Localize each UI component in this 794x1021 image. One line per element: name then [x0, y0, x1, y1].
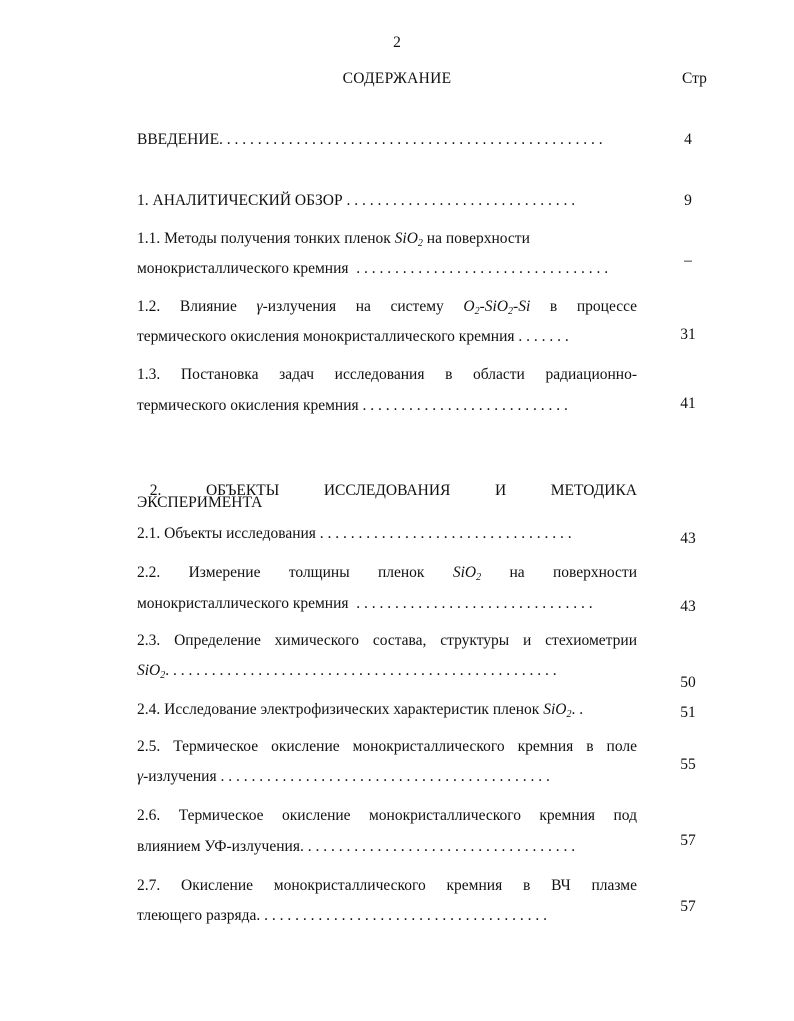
toc-entry-2-5[interactable] — [137, 738, 637, 756]
toc-entry-1-1-line2[interactable] — [137, 260, 637, 278]
page-column-header: Стр — [682, 70, 707, 87]
toc-leader-dots: . . . . . . . . . . . . . . . . . . . . . . . . . . . . . . . . . — [319, 525, 572, 542]
toc-entry-title: 2.3. Определение химического состава, структуры и стехиометрии — [137, 632, 637, 649]
toc-leader-dots: . . . . . . . — [518, 328, 569, 345]
toc-page-number: 55 — [680, 756, 696, 773]
toc-entry-2-7-line2[interactable] — [137, 907, 637, 925]
toc-entry-title: 1. АНАЛИТИЧЕСКИЙ ОБЗОР — [137, 192, 343, 209]
toc-leader-dots: . . . . . . . . . . . . . . . . . . . . . . . . . . . . . . . . . . . . . . . . . . . . . . . . . . . — [165, 662, 557, 679]
toc-entry-title: тлеющего разряда — [137, 907, 257, 924]
toc-leader-dots: . . . . . . . . . . . . . . . . . . . . . . . . . . . . . . . . . — [356, 260, 609, 277]
toc-entry-title: термического окисления монокристаллического кремния — [137, 328, 515, 345]
formula-sio2: SiO$_2$ — [543, 701, 572, 720]
toc-entry-chapter-1[interactable] — [137, 192, 637, 210]
toc-entry-title-cont: -излучения на систему — [262, 298, 444, 315]
page-number: 2 — [393, 34, 401, 51]
toc-leader-dots: . . . . . . . . . . . . . . . . . . . . . . . . . . . . . . . . . . . . . . . . . . . — [220, 768, 550, 785]
toc-entry-title: ВВЕДЕНИЕ — [137, 131, 220, 148]
toc-entry-title: 2.7. Окисление монокристаллического кремния в ВЧ плазме — [137, 877, 637, 894]
toc-entry-2-4[interactable] — [137, 701, 637, 719]
toc-entry-title: 2.5. Термическое окисление монокристаллического кремния в поле — [137, 738, 637, 755]
toc-entry-2-2[interactable] — [137, 564, 637, 582]
toc-entry-2-6[interactable] — [137, 807, 637, 825]
toc-entry-title: 2.1. Объекты исследования — [137, 525, 316, 542]
toc-entry-title: 1.3. Постановка задач исследования в области радиационно- — [137, 366, 637, 383]
toc-page-number: 31 — [680, 326, 696, 343]
toc-entry-2-3[interactable] — [137, 632, 637, 650]
toc-entry-2-5-line2[interactable] — [137, 768, 637, 786]
toc-leader-dots: . . — [571, 701, 584, 718]
toc-entry-title: 2. ОБЪЕКТЫ ИССЛЕДОВАНИЯ И МЕТОДИКА — [149, 482, 637, 499]
gamma-symbol: γ — [137, 768, 144, 785]
toc-entry-title-end: в процессе — [549, 298, 638, 315]
toc-page-number: 51 — [680, 704, 696, 721]
toc-entry-1-3[interactable] — [137, 366, 637, 384]
toc-entry-chapter-2-line2[interactable] — [137, 494, 637, 512]
toc-page-number: 57 — [680, 832, 696, 849]
toc-entry-title: 2.2. Измерение толщины пленок — [137, 564, 425, 581]
toc-entry-title: термического окисления кремния — [137, 397, 359, 414]
toc-leader-dots: . . . . . . . . . . . . . . . . . . . . . . . . . . . — [362, 397, 568, 414]
toc-entry-1-3-line2[interactable] — [137, 397, 637, 415]
toc-entry-title: 1.2. Влияние — [137, 298, 237, 315]
toc-leader-dots: . . . . . . . . . . . . . . . . . . . . . . . . . . . . . . . . . . . . . . . . . . . . . . . . . . — [219, 131, 603, 148]
formula-sio2: SiO$_2$ — [452, 564, 482, 583]
formula-sio2: SiO$_2$ — [394, 230, 423, 249]
toc-page-number: – — [684, 252, 692, 269]
toc-entry-1-2-line2[interactable] — [137, 328, 637, 346]
toc-entry-2-1[interactable] — [137, 525, 637, 543]
toc-entry-2-6-line2[interactable] — [137, 838, 637, 856]
toc-entry-title-cont: на поверхности — [509, 564, 637, 581]
toc-entry-1-1[interactable] — [137, 230, 637, 248]
toc-entry-title: монокристаллического кремния — [137, 260, 349, 277]
toc-page-number: 43 — [680, 598, 696, 615]
toc-entry-1-2[interactable] — [137, 298, 637, 316]
toc-entry-2-2-line2[interactable] — [137, 595, 637, 613]
toc-leader-dots: . . . . . . . . . . . . . . . . . . . . . . . . . . . . . . . — [356, 595, 593, 612]
toc-entry-title: монокристаллического кремния — [137, 595, 349, 612]
toc-entry-title: влиянием УФ-излучения — [137, 838, 300, 855]
gamma-symbol: γ — [256, 298, 263, 315]
toc-entry-2-3-line2[interactable] — [137, 662, 637, 680]
formula-o2-sio2-si: $O_2-SiO_2-Si$ — [463, 298, 531, 317]
toc-entry-title: ЭКСПЕРИМЕНТА — [137, 494, 263, 511]
toc-page-number: 57 — [680, 898, 696, 915]
formula-sio2: SiO$_2$ — [137, 662, 166, 681]
toc-page-number: 4 — [684, 131, 692, 148]
toc-page-number: 9 — [684, 192, 692, 209]
toc-page-number: 50 — [680, 674, 696, 691]
toc-page-number: 41 — [680, 395, 696, 412]
toc-entry-title: -излучения — [143, 768, 217, 785]
toc-entry-introduction[interactable] — [137, 131, 637, 149]
toc-leader-dots: . . . . . . . . . . . . . . . . . . . . . . . . . . . . . . . . . . . . — [299, 838, 576, 855]
toc-leader-dots: . . . . . . . . . . . . . . . . . . . . . . . . . . . . . . . . . . . . . . — [256, 907, 548, 924]
toc-entry-2-7[interactable] — [137, 877, 637, 895]
page-title: СОДЕРЖАНИЕ — [342, 70, 452, 87]
toc-entry-title-cont: на поверхности — [426, 230, 530, 247]
toc-page-number: 43 — [680, 530, 696, 547]
toc-leader-dots: . . . . . . . . . . . . . . . . . . . . . . . . . . . . . . — [346, 192, 576, 209]
toc-entry-title: 2.4. Исследование электрофизических характеристик пленок — [137, 701, 540, 718]
toc-entry-title: 2.6. Термическое окисление монокристаллического кремния под — [137, 807, 637, 824]
toc-entry-title: 1.1. Методы получения тонких пленок — [137, 230, 391, 247]
